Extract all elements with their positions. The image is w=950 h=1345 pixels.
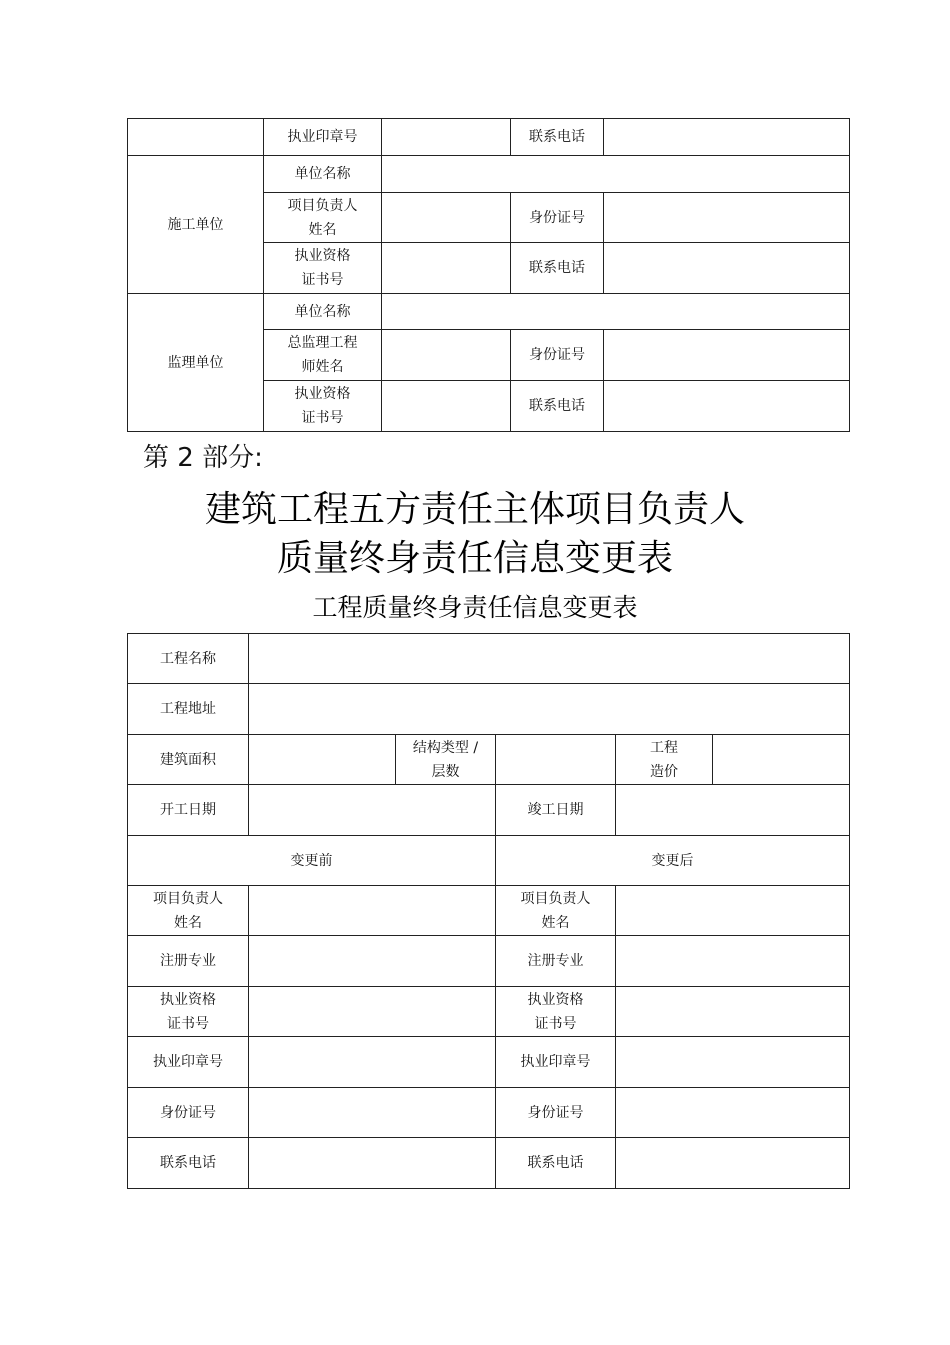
before-row-label: [127, 935, 249, 987]
start-date-field[interactable]: [248, 784, 496, 836]
label-line-1: 项目负责人: [287, 197, 358, 214]
after-row-field[interactable]: [615, 1087, 850, 1138]
before-row-field[interactable]: [248, 986, 496, 1037]
before-row-field[interactable]: [248, 1036, 496, 1088]
label-line-2: 层数: [431, 763, 460, 780]
label-line-1: 工程: [650, 739, 678, 756]
stamp-number-field[interactable]: [381, 118, 511, 156]
before-row-label: [127, 986, 249, 1037]
label-text: 联系电话: [529, 398, 585, 414]
label-line-1: 执业资格: [160, 991, 216, 1008]
after-row-label: [495, 1036, 616, 1088]
label-text: 建筑面积: [160, 751, 216, 768]
building-area-label: [127, 734, 249, 785]
label-text: 单位名称: [294, 166, 351, 182]
project-cost-label: [615, 734, 713, 785]
label-line-1: 执业资格: [294, 386, 351, 402]
label-text: 联系电话: [160, 1155, 216, 1171]
project-cost-field[interactable]: [712, 734, 850, 785]
label-text: 单位名称: [294, 303, 351, 320]
before-row-label: [127, 1036, 249, 1088]
supervisor-id-label: [510, 329, 604, 381]
after-row-label: [495, 935, 616, 987]
label-text: 身份证号: [529, 347, 585, 363]
phone-label: [510, 118, 604, 156]
table-cell-empty: [127, 118, 264, 156]
label-text: 联系电话: [527, 1155, 584, 1171]
before-row-field[interactable]: [248, 1137, 496, 1189]
label-text: 注册专业: [527, 953, 584, 969]
contractor-id-field[interactable]: [603, 192, 850, 243]
supervisor-cert-field[interactable]: [381, 380, 511, 432]
before-row-field[interactable]: [248, 935, 496, 987]
page-title-line-1: 建筑工程五方责任主体项目负责人: [204, 489, 745, 530]
label-text: 身份证号: [160, 1104, 216, 1121]
supervisor-group-label: [127, 293, 264, 432]
structure-type-field[interactable]: [495, 734, 616, 785]
before-row-field[interactable]: [248, 1087, 496, 1138]
after-row-label: [495, 1137, 616, 1189]
part-label: 第 2 部分:: [143, 443, 263, 473]
contractor-manager-name-field[interactable]: [381, 192, 511, 243]
building-area-field[interactable]: [248, 734, 396, 785]
supervisor-chief-name-field[interactable]: [381, 329, 511, 381]
supervisor-id-field[interactable]: [603, 329, 850, 381]
supervisor-phone-label: [510, 380, 604, 432]
contractor-manager-name-label: [263, 192, 382, 243]
after-row-label: [495, 885, 616, 936]
label-text: 执业印章号: [520, 1054, 591, 1070]
after-row-field[interactable]: [615, 885, 850, 936]
contractor-phone-label: [510, 242, 604, 294]
page-title-line-2: 质量终身责任信息变更表: [276, 538, 673, 579]
project-address-label: [127, 683, 249, 735]
contractor-cert-field[interactable]: [381, 242, 511, 294]
label-text: 施工单位: [167, 216, 224, 233]
label-text: 工程地址: [160, 701, 216, 717]
label-line-1: 执业资格: [294, 248, 351, 264]
label-line-2: 证书号: [167, 1015, 209, 1032]
after-change-header: [495, 835, 850, 886]
after-row-field[interactable]: [615, 935, 850, 987]
phone-field[interactable]: [603, 118, 850, 156]
before-row-label: [127, 1087, 249, 1138]
label-text: 注册专业: [160, 953, 216, 969]
contractor-cert-label: [263, 242, 382, 294]
before-change-header: [127, 835, 496, 886]
project-address-field[interactable]: [248, 683, 850, 735]
label-text: 身份证号: [529, 209, 585, 226]
contractor-unit-name-label: [263, 155, 382, 193]
structure-type-label: [395, 734, 496, 785]
label-text: 执业印章号: [153, 1054, 223, 1070]
contractor-phone-field[interactable]: [603, 242, 850, 294]
label-line-2: 证书号: [301, 410, 344, 426]
before-row-field[interactable]: [248, 885, 496, 936]
supervisor-cert-label: [263, 380, 382, 432]
supervisor-chief-name-label: [263, 329, 382, 381]
label-line-1: 总监理工程: [287, 335, 358, 351]
after-row-field[interactable]: [615, 1137, 850, 1189]
after-row-label: [495, 1087, 616, 1138]
supervisor-phone-field[interactable]: [603, 380, 850, 432]
label-text: 开工日期: [160, 802, 216, 818]
label-text: 变更前: [290, 852, 333, 869]
label-line-1: 执业资格: [527, 991, 584, 1008]
label-text: 竣工日期: [527, 802, 584, 818]
after-row-label: [495, 986, 616, 1037]
project-name-field[interactable]: [248, 633, 850, 684]
project-name-label: [127, 633, 249, 684]
label-line-1: 项目负责人: [520, 890, 591, 907]
label-line-2: 师姓名: [301, 359, 344, 375]
subtitle: 工程质量终身责任信息变更表: [312, 593, 638, 622]
contractor-id-label: [510, 192, 604, 243]
label-text: 身份证号: [527, 1104, 584, 1121]
label-line-1: 项目负责人: [153, 890, 223, 907]
completion-date-label: [495, 784, 616, 836]
label-line-2: 造价: [650, 763, 678, 780]
contractor-group-label: [127, 155, 264, 294]
label-text: 监理单位: [167, 354, 224, 371]
label-line-2: 证书号: [534, 1015, 577, 1032]
label-text: 变更后: [651, 852, 694, 869]
start-date-label: [127, 784, 249, 836]
label-text: 联系电话: [529, 260, 585, 276]
contractor-unit-name-field[interactable]: [381, 155, 850, 193]
after-row-field[interactable]: [615, 1036, 850, 1088]
label-line-2: 证书号: [301, 272, 344, 288]
before-row-label: [127, 1137, 249, 1189]
supervisor-unit-name-label: [263, 293, 382, 330]
label-text: 执业印章号: [287, 129, 358, 145]
label-line-2: 姓名: [308, 221, 337, 238]
label-text: 联系电话: [529, 129, 585, 145]
label-line-2: 姓名: [541, 914, 570, 931]
completion-date-field[interactable]: [615, 784, 850, 836]
label-line-1: 结构类型 /: [412, 739, 479, 756]
after-row-field[interactable]: [615, 986, 850, 1037]
supervisor-unit-name-field[interactable]: [381, 293, 850, 330]
label-line-2: 姓名: [174, 914, 202, 931]
stamp-number-label: [263, 118, 382, 156]
label-text: 工程名称: [160, 650, 216, 667]
before-row-label: [127, 885, 249, 936]
